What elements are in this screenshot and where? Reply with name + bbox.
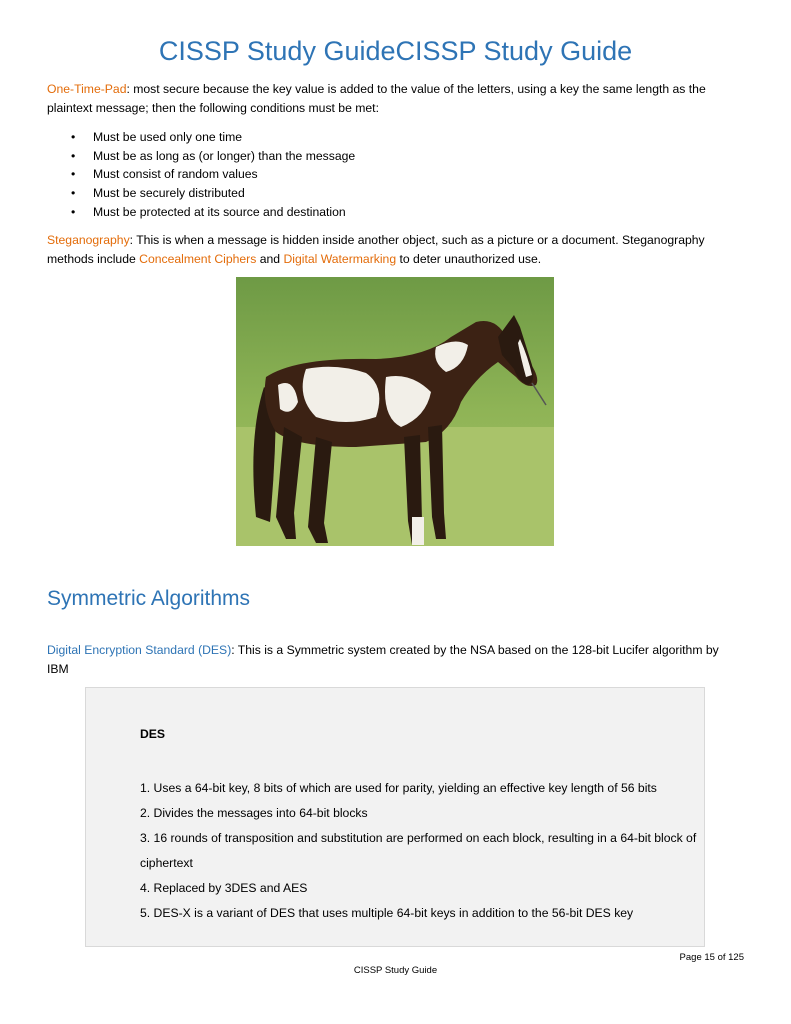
list-item [47,147,355,166]
des-feature-list [140,776,700,926]
conjunction-text: and [256,251,284,266]
list-item-text: Must consist of random values [93,167,258,182]
bullet-icon: • [71,130,76,144]
bullet-icon: • [71,186,76,201]
des-text: : This is a Symmetric system created by the NSA based on the 128-bit Lucifer algorithm by IBM [47,643,719,676]
steganography-text: : This is when a message is hidden inside another object, such as a picture or a document. Steganography methods include [47,233,705,266]
list-item [47,165,355,184]
steganography-term: Steganography [47,233,130,247]
list-item [47,203,355,222]
list-item-text: Must be as long as (or longer) than the message [93,148,356,163]
bullet-icon: • [71,204,76,219]
steganography-text-end: to deter unauthorized use. [396,251,542,266]
footer-text: CISSP Study Guide [353,965,438,976]
bullet-icon: • [71,148,76,163]
des-paragraph [47,641,737,678]
list-item: 2. Divides the messages into 64-bit blocks [140,806,368,820]
steganography-paragraph [47,231,737,268]
list-item: 4. Replaced by 3DES and AES [140,881,308,895]
list-item: 3. 16 rounds of transposition and substitution are performed on each block, resulting in a 64-bit block of ciphertext [140,831,697,870]
concealment-ciphers-term: Concealment Ciphers [139,251,257,266]
page-title: CISSP Study GuideCISSP Study Guide [158,36,633,66]
otp-text: : most secure because the key value is added to the value of the letters, using a key the same length as the plaintext message; then the following conditions must be met: [47,82,706,115]
page-number: Page 15 of 125 [679,952,744,963]
list-item-text: Must be used only one time [93,130,243,144]
otp-term: One-Time-Pad [47,82,127,96]
des-summary-box [85,687,705,947]
list-item [47,184,355,203]
list-item: 5. DES-X is a variant of DES that uses multiple 64-bit keys in addition to the 56-bit DES key [140,906,634,920]
otp-conditions-list [47,128,355,222]
list-item: 1. Uses a 64-bit key, 8 bits of which are used for parity, yielding an effective key length of 56 bits [140,781,657,795]
bullet-icon: • [71,167,76,182]
section-heading: Symmetric Algorithms [47,587,251,610]
list-item-text: Must be securely distributed [93,186,245,201]
list-item [47,128,355,147]
digital-watermarking-term: Digital Watermarking [283,251,397,266]
des-term: Digital Encryption Standard (DES) [47,643,232,657]
des-box-title: DES [140,727,166,741]
otp-paragraph [47,80,737,117]
list-item-text: Must be protected at its source and destination [93,204,346,219]
horse-image [236,277,554,546]
